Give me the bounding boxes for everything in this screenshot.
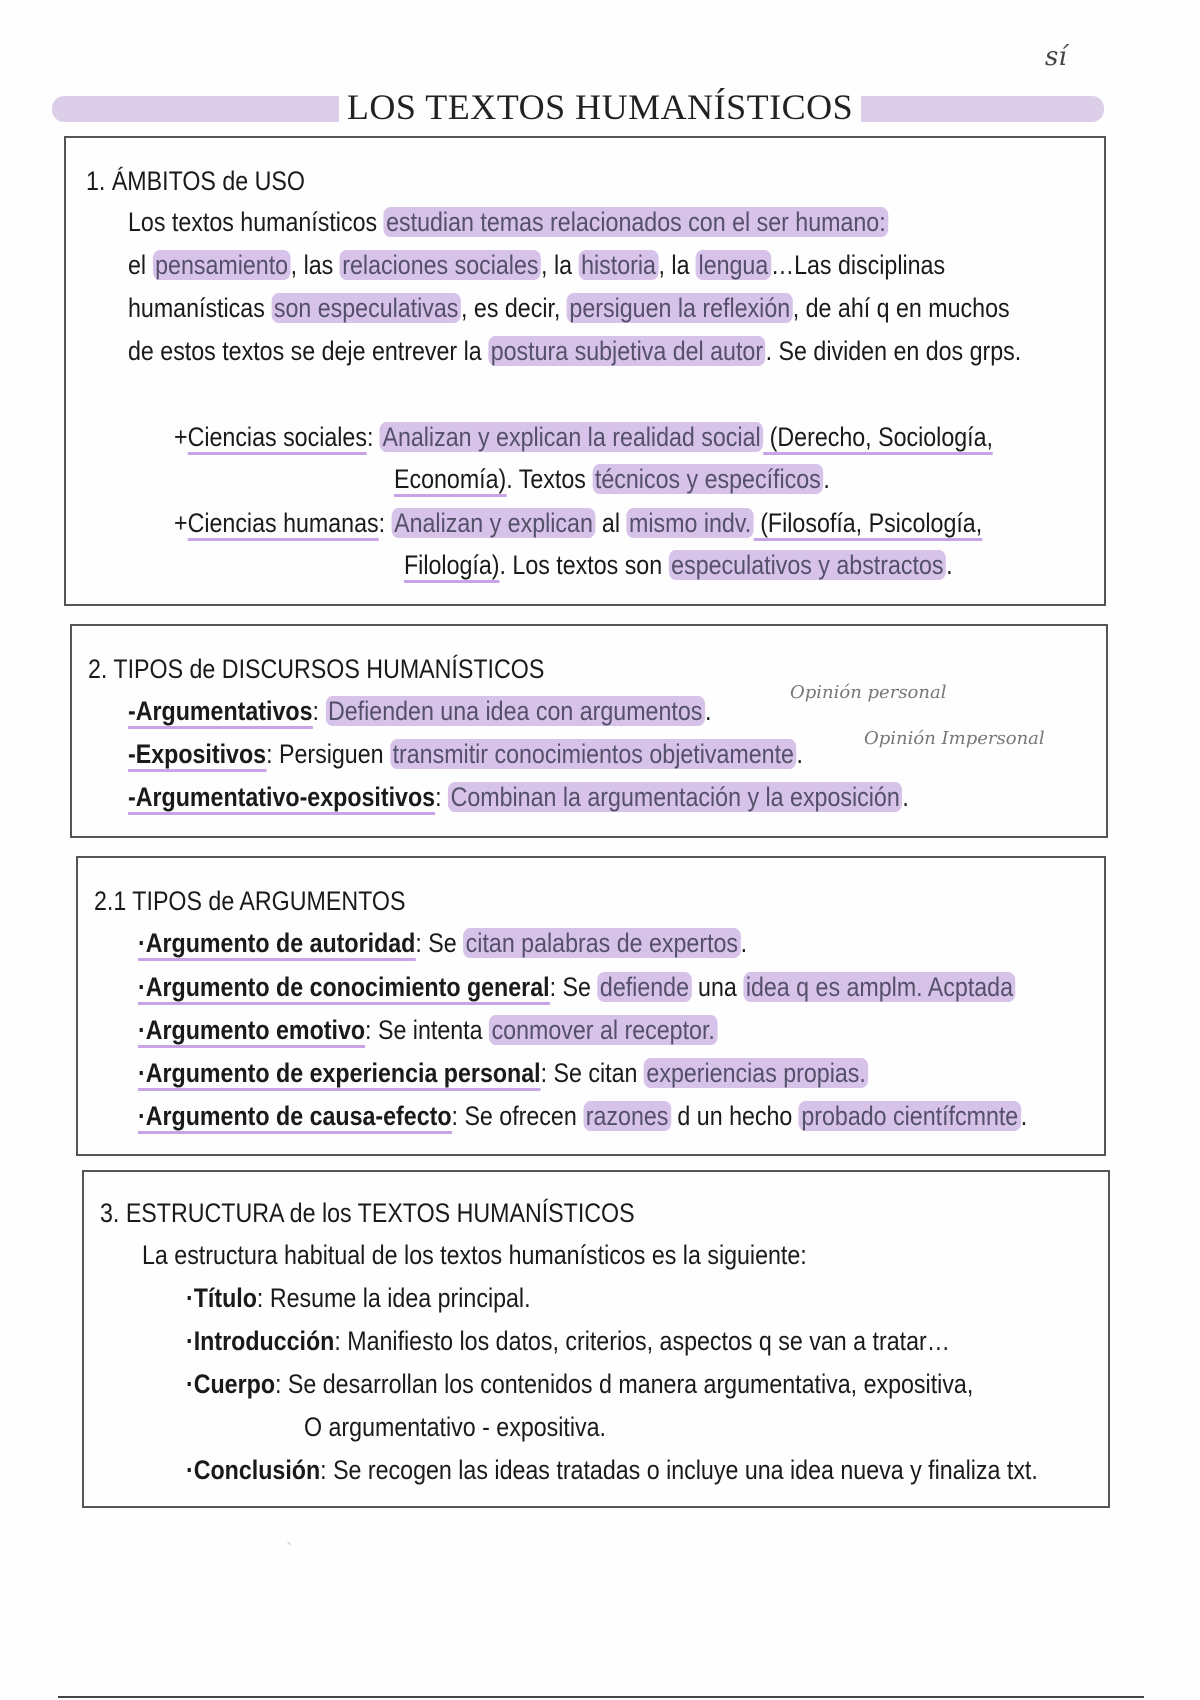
argumento-autoridad: ·Argumento de autoridad: Se citan palabras de expertos. [138,926,747,960]
underline-term: Ciencias sociales [188,422,367,455]
highlight: razones [583,1101,671,1131]
highlight: defiende [597,972,691,1002]
highlight: experiencias propias. [644,1058,869,1088]
underline-term: Filología) [404,550,500,583]
term: ·Argumento de autoridad [138,928,415,961]
argumento-emotivo: ·Argumento emotivo: Se intenta conmover al receptor. [138,1013,717,1047]
ciencias-sociales-cont: Economía). Textos técnicos y específicos. [394,462,830,496]
highlight: relaciones sociales [340,250,541,280]
sec1-line1: Los textos humanísticos estudian temas relacionados con el ser humano: [128,205,888,239]
sec1-line4: de estos textos se deje entrever la postura subjetiva del autor. Se dividen en dos grps. [128,336,1022,366]
term: ·Argumento de causa-efecto [138,1101,452,1134]
highlight: Defienden una idea con argumentos [325,696,705,726]
cuerpo-item-cont: O argumentativo - expositiva. [304,1412,607,1442]
highlight: persiguen la reflexión [567,293,793,323]
underline-term: (Filosofía, Psicología, [754,508,982,541]
underline-term: Economía) [394,464,506,497]
term: ·Argumento de conocimiento general [138,972,550,1005]
titulo-item: ·Título: Resume la idea principal. [186,1283,531,1313]
highlight: Combinan la argumentación y la exposición [448,782,902,812]
argumentativo-expositivos: -Argumentativo-expositivos: Combinan la argumentación y la exposición. [128,780,909,814]
argumento-conocimiento-general: ·Argumento de conocimiento general: Se defiende una idea q es amplm. Acptada [138,970,1016,1004]
corner-mark: sí [1045,42,1067,72]
highlight: Analizan y explican la realidad social [380,422,763,452]
highlight: pensamiento [153,250,291,280]
highlight: son especulativas [271,293,461,323]
expositivos: -Expositivos: Persiguen transmitir conocimientos objetivamente. [128,737,803,771]
stray-mark: ` [286,1540,293,1562]
term: ·Introducción [186,1326,335,1356]
highlight: Analizan y explican [392,508,596,538]
ciencias-humanas-cont: Filología). Los textos son especulativos y abstractos. [404,548,953,582]
highlight: mismo indv. [626,508,753,538]
highlight: transmitir conocimientos objetivamente [390,739,797,769]
argumento-causa-efecto: ·Argumento de causa-efecto: Se ofrecen razones d un hecho probado científcmnte. [138,1099,1027,1133]
underline-term: Ciencias humanas [188,508,379,541]
highlight: citan palabras de expertos [463,928,741,958]
term: -Expositivos [128,739,266,772]
page-title [0,86,1200,128]
argumentativos: -Argumentativos: Defienden una idea con argumentos. [128,694,711,728]
highlight: idea q es amplm. Acptada [743,972,1015,1002]
highlight: estudian temas relacionados con el ser humano: [384,207,889,237]
highlight: conmover al receptor. [489,1015,717,1045]
highlight: postura subjetiva del autor [488,336,766,366]
sec1-line3: humanísticas son especulativas, es decir, persiguen la reflexión, de ahí q en muchos [128,293,1010,323]
title-text: LOS TEXTOS HUMANÍSTICOS [339,87,861,127]
sec2-heading: 2. TIPOS de DISCURSOS HUMANÍSTICOS [88,654,545,684]
sec3-intro: La estructura habitual de los textos humanísticos es la siguiente: [142,1240,807,1270]
sec3-heading: 3. ESTRUCTURA de los TEXTOS HUMANÍSTICOS [100,1198,635,1228]
bottom-rule [58,1696,1144,1698]
sec1-heading: 1. ÁMBITOS de USO [86,166,305,196]
ciencias-sociales: +Ciencias sociales: Analizan y explican la realidad social (Derecho, Sociología, [174,420,993,454]
highlight: historia [578,250,658,280]
handwritten-note: Opinión Impersonal [864,728,1045,749]
term: -Argumentativos [128,696,312,729]
introduccion-item: ·Introducción: Manifiesto los datos, criterios, aspectos q se van a tratar… [186,1326,950,1356]
sec21-heading: 2.1 TIPOS de ARGUMENTOS [94,886,406,916]
sec1-line2: el pensamiento, las relaciones sociales, la historia, la lengua…Las disciplinas [128,250,946,280]
highlight: lengua [696,250,771,280]
cuerpo-item: ·Cuerpo: Se desarrollan los contenidos d manera argumentativa, expositiva, [186,1369,974,1399]
handwritten-note: Opinión personal [790,682,947,703]
highlight: técnicos y específicos [592,464,823,494]
term: ·Título [186,1283,257,1313]
highlight: especulativos y abstractos [669,550,946,580]
term: -Argumentativo-expositivos [128,782,435,815]
highlight: probado científcmnte [799,1101,1021,1131]
underline-term: (Derecho, Sociología, [763,422,993,455]
term: ·Argumento de experiencia personal [138,1058,541,1091]
term: ·Conclusión [186,1455,321,1485]
term: ·Argumento emotivo [138,1015,365,1048]
argumento-experiencia-personal: ·Argumento de experiencia personal: Se citan experiencias propias. [138,1056,868,1090]
conclusion-item: ·Conclusión: Se recogen las ideas tratadas o incluye una idea nueva y finaliza txt. [186,1455,1038,1485]
ciencias-humanas: +Ciencias humanas: Analizan y explican al mismo indv. (Filosofía, Psicología, [174,506,982,540]
term: ·Cuerpo [186,1369,276,1399]
